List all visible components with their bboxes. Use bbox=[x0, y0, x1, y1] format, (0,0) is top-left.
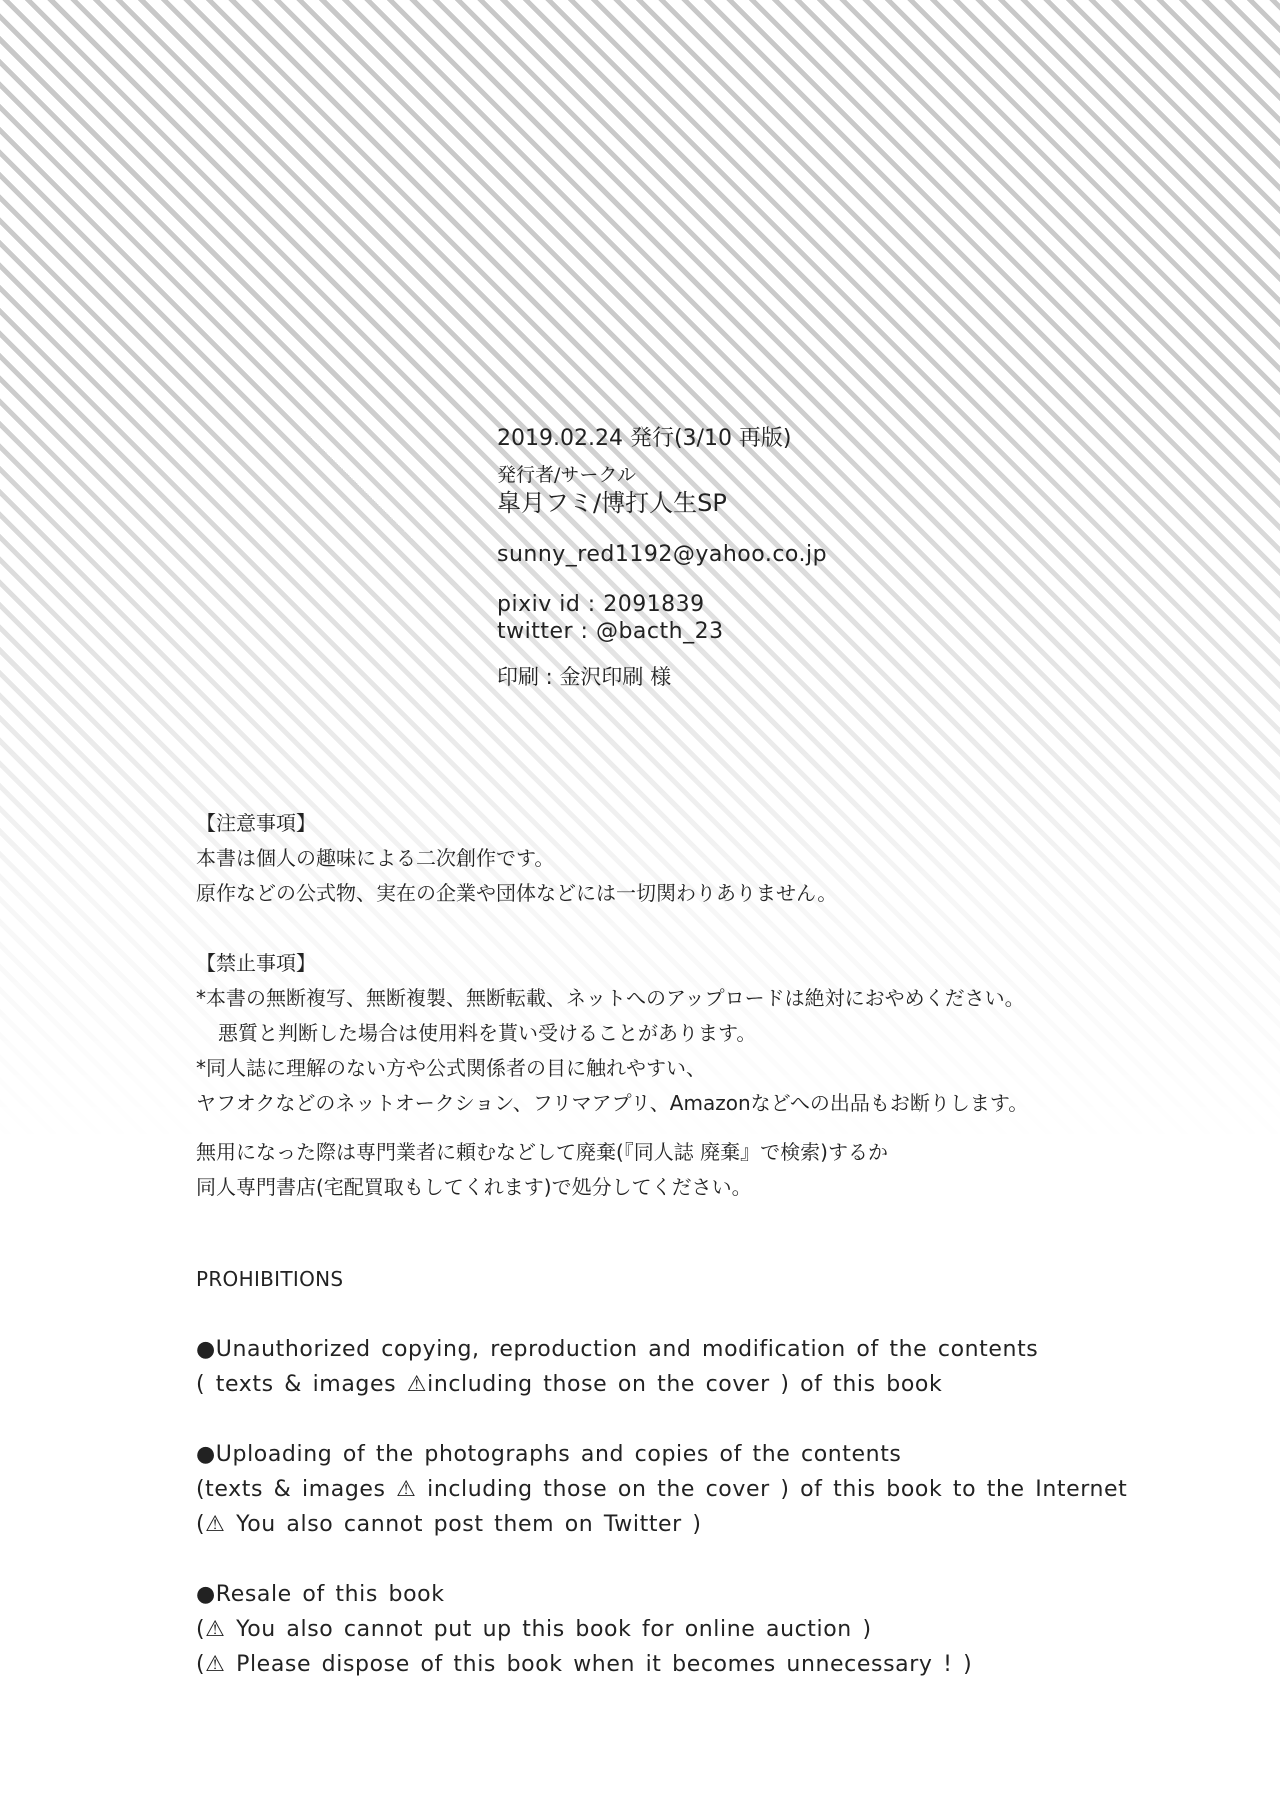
notice-heading: 【注意事項】 bbox=[196, 811, 316, 835]
prohibited-heading: 【禁止事項】 bbox=[196, 951, 316, 975]
prohibition-item: ●Resale of this book bbox=[196, 1582, 445, 1607]
prohibition-item: ●Unauthorized copying, reproduction and modification of the contents bbox=[196, 1337, 1039, 1362]
english-prohibitions bbox=[196, 1262, 1256, 1682]
prohibited-line: ヤフオクなどのネットオークション、フリマアプリ、Amazonなどへの出品もお断りします。 bbox=[196, 1091, 1029, 1115]
printer-credit: 印刷 : 金沢印刷 様 bbox=[497, 665, 672, 690]
prohibition-detail: ( texts & images ⚠including those on the cover ) of this book bbox=[196, 1372, 943, 1397]
prohibited-line: 悪質と判断した場合は使用料を貰い受けることがあります。 bbox=[218, 1021, 757, 1045]
prohibition-item: ●Uploading of the photographs and copies of the contents bbox=[196, 1442, 902, 1467]
publisher-name: 皐月フミ/博打人生SP bbox=[497, 489, 727, 518]
japanese-notes bbox=[196, 806, 1196, 1205]
prohibitions-heading: PROHIBITIONS bbox=[196, 1267, 344, 1291]
prohibition-detail: (⚠ You also cannot put up this book for online auction ) bbox=[196, 1617, 872, 1642]
publication-date: 2019.02.24 発行(3/10 再版) bbox=[497, 426, 792, 451]
disposal-line: 同人専門書店(宅配買取もしてくれます)で処分してください。 bbox=[196, 1175, 752, 1199]
pixiv-id: pixiv id : 2091839 bbox=[497, 592, 705, 618]
notice-line: 原作などの公式物、実在の企業や団体などには一切関わりありません。 bbox=[196, 881, 838, 905]
notice-line: 本書は個人の趣味による二次創作です。 bbox=[196, 846, 555, 870]
contact-email: sunny_red1192@yahoo.co.jp bbox=[497, 541, 828, 567]
prohibition-detail: (⚠ You also cannot post them on Twitter ) bbox=[196, 1512, 702, 1537]
prohibited-line: *本書の無断複写、無断複製、無断転載、ネットへのアップロードは絶対におやめください。 bbox=[196, 986, 1025, 1010]
twitter-handle: twitter : @bacth_23 bbox=[497, 618, 724, 644]
prohibited-line: *同人誌に理解のない方や公式関係者の目に触れやすい、 bbox=[196, 1056, 706, 1080]
publisher-label: 発行者/サークル bbox=[497, 464, 636, 487]
disposal-line: 無用になった際は専門業者に頼むなどして廃棄(『同人誌 廃棄』で検索)するか bbox=[196, 1140, 888, 1164]
prohibition-detail: (texts & images ⚠ including those on the cover ) of this book to the Internet bbox=[196, 1477, 1128, 1502]
prohibition-detail: (⚠ Please dispose of this book when it becomes unnecessary ! ) bbox=[196, 1652, 973, 1677]
colophon-block bbox=[497, 426, 917, 690]
